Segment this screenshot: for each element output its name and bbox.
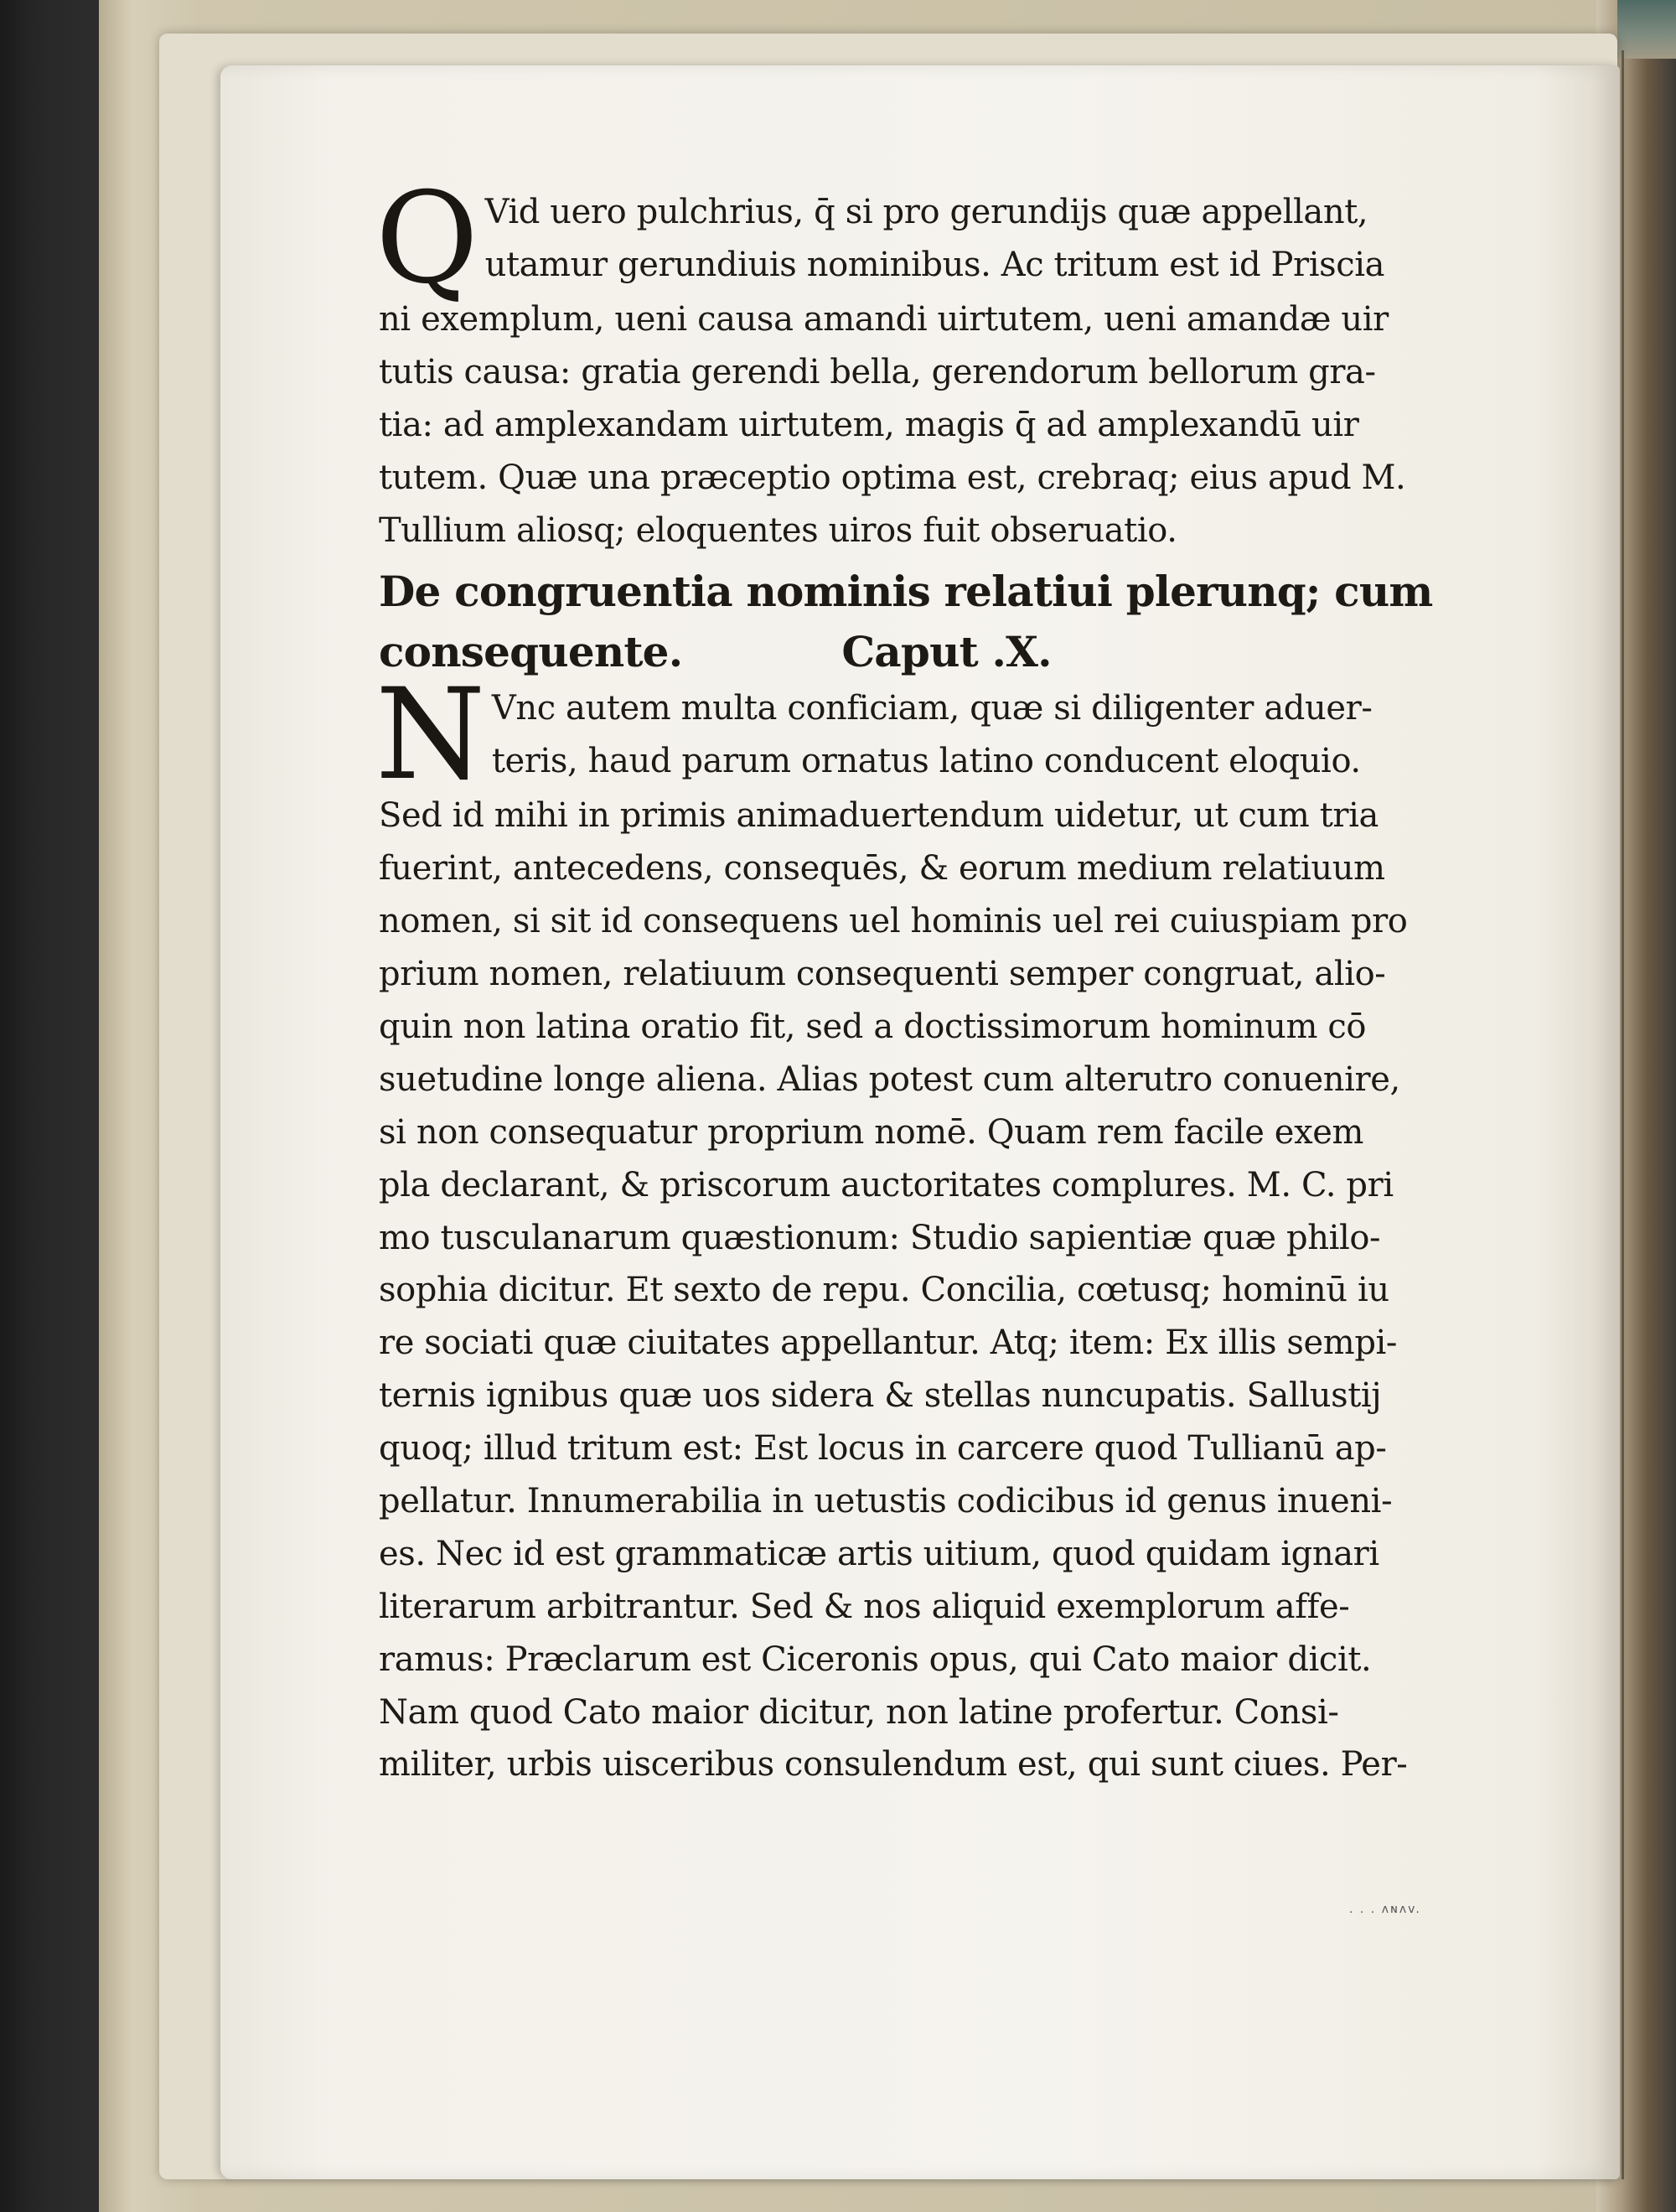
text-line: utamur gerundiuis nominibus. Ac tritum est id Priscia (484, 245, 1385, 284)
text-line: pla declarant, & priscorum auctoritates complures. M. C. pri (379, 1165, 1394, 1204)
paragraph-2 (375, 662, 1426, 1791)
paragraph-1 (375, 166, 1426, 557)
text-line: militer, urbis uisceribus consulendum est, qui sunt ciues. Per- (379, 1745, 1408, 1785)
text-line: tutis causa: gratia gerendi bella, gerendorum bellorum gra- (379, 352, 1376, 391)
text-line: ramus: Præclarum est Ciceronis opus, qui Cato maior dicit. (379, 1640, 1372, 1679)
text-line: ternis ignibus quæ uos sidera & stellas nuncupatis. Sallustij (379, 1376, 1382, 1416)
heading-caput: Caput .X. (841, 627, 1052, 677)
text-line: pellatur. Innumerabilia in uetustis codicibus id genus inueni- (379, 1482, 1393, 1521)
text-line: si non consequatur proprium nomē. Quam rem facile exem (379, 1112, 1364, 1152)
heading-consequente: consequente. (379, 627, 683, 677)
heading-line-1: De congruentia nominis relatiui plerunq; cum (379, 567, 1433, 617)
text-line: Sed id mihi in primis animaduertendum uidetur, ut cum tria (379, 796, 1379, 836)
text-line: Tullium aliosq; eloquentes uiros fuit obseruatio. (379, 510, 1177, 550)
text-line: Nam quod Cato maior dicitur, non latine profertur. Consi- (379, 1692, 1339, 1732)
text-line: quin non latina oratio fit, sed a doctissimorum hominum cō (379, 1008, 1367, 1047)
drop-cap-q: Q (375, 166, 478, 312)
page-edge-line (1622, 50, 1624, 2179)
text-line: es. Nec id est grammaticæ artis uitium, quod quidam ignari (379, 1534, 1379, 1573)
text-line: Vid uero pulchrius, q̄ si pro gerundijs quæ appellant, (484, 193, 1368, 231)
heading-line-2 (379, 622, 1426, 682)
text-line: quoq; illud tritum est: Est locus in carcere quod Tullianū ap- (379, 1429, 1387, 1469)
drop-cap-n: N (375, 662, 485, 809)
text-line: suetudine longe aliena. Alias potest cum alterutro conuenire, (379, 1059, 1400, 1099)
text-line: tia: ad amplexandam uirtutem, magis q̄ ad amplexandū uir (379, 405, 1359, 444)
text-line: prium nomen, relatiuum consequenti semper congruat, alio- (379, 955, 1386, 994)
text-line: mo tusculanarum quæstionum: Studio sapientiæ quæ philo- (379, 1218, 1381, 1257)
text-line: ni exemplum, ueni causa amandi uirtutem, ueni amandæ uir (379, 300, 1389, 339)
page-text (375, 166, 1433, 1791)
text-line: fuerint, antecedens, consequēs, & eorum medium relatiuum (379, 849, 1385, 888)
text-line: tutem. Quæ una præceptio optima est, crebraq; eius apud M. (379, 458, 1406, 497)
text-line: teris, haud parum ornatus latino conducent eloquio. (491, 742, 1361, 781)
binding-top-corner (1617, 0, 1676, 59)
text-line: re sociati quæ ciuitates appellantur. Atq; item: Ex illis sempi- (379, 1324, 1398, 1363)
chapter-heading (379, 562, 1433, 682)
text-line: Vnc autem multa conficiam, quæ si diligenter aduer- (491, 689, 1373, 728)
text-line: sophia dicitur. Et sexto de repu. Concilia, cœtusq; hominū iu (379, 1271, 1389, 1310)
text-line: nomen, si sit id consequens uel hominis uel rei cuiuspiam pro (379, 902, 1408, 941)
text-line: literarum arbitrantur. Sed & nos aliquid exemplorum affe- (379, 1587, 1350, 1626)
page-footer-marks: . . . ʌɴʌv. (1349, 1903, 1421, 1916)
